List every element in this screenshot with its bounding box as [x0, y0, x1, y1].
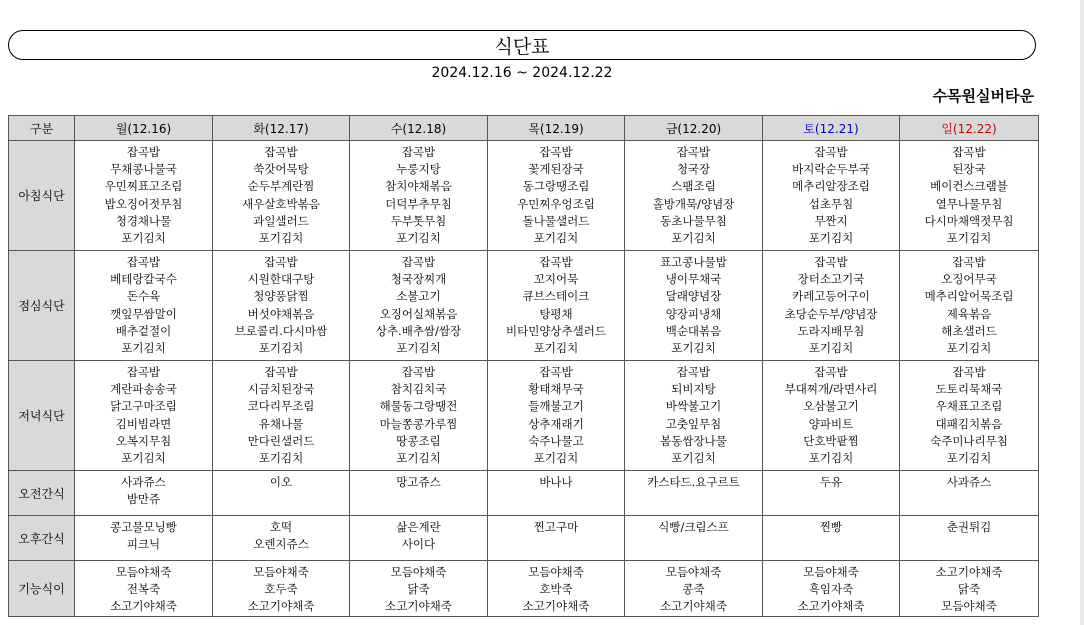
menu-item: 포기김치 [121, 451, 166, 466]
date-range: 2024.12.16 ~ 2024.12.22 [431, 65, 613, 81]
meal-row-label: 오후간식 [9, 516, 75, 561]
menu-cell [625, 516, 763, 561]
menu-item: 잡곡밥 [264, 365, 298, 379]
menu-item: 섭초무침 [808, 196, 854, 211]
menu-item: 청국장찌개 [390, 272, 447, 287]
menu-item: 잡곡밥 [814, 145, 848, 159]
meal-row [9, 141, 1039, 251]
column-header-sun: 일(12.22) [900, 116, 1039, 141]
meal-row-label: 점심식단 [9, 251, 75, 361]
menu-cell [625, 561, 763, 617]
menu-item: 백순대볶음 [665, 323, 722, 338]
menu-body [9, 141, 1039, 617]
menu-item: 콩고물모닝빵 [110, 520, 177, 534]
page-title [8, 30, 1036, 60]
menu-item: 카스타드.요구르트 [647, 475, 740, 489]
menu-item: 포기김치 [808, 341, 854, 356]
menu-item: 잡곡밥 [126, 145, 161, 159]
menu-item: 삶은계란 [396, 520, 441, 534]
menu-item: 포기김치 [671, 451, 716, 466]
menu-item: 포기김치 [533, 231, 579, 246]
menu-item: 메추리알장조림 [792, 179, 870, 194]
menu-item: 과일샐러드 [253, 213, 309, 228]
menu-item: 모듬야채죽 [665, 565, 722, 579]
menu-item: 모듬야채죽 [803, 565, 859, 579]
menu-item: 우채표고조림 [935, 399, 1003, 414]
menu-item: 황태채무국 [528, 382, 584, 397]
menu-item: 잡곡밥 [264, 145, 298, 159]
menu-item: 양장피냉채 [665, 306, 722, 321]
menu-item: 청양풍닭찜 [253, 289, 309, 304]
menu-item: 포기김치 [808, 451, 854, 466]
menu-item: 계란파송송국 [110, 382, 177, 397]
menu-item: 해물동그랑땡전 [379, 399, 458, 414]
menu-item: 베테랑칼국수 [110, 272, 177, 287]
column-header-mon: 월(12.16) [75, 116, 213, 141]
menu-item: 닭죽 [957, 582, 981, 597]
menu-item: 잡곡밥 [952, 255, 986, 269]
menu-item: 포기김치 [121, 341, 166, 356]
menu-item: 포기김치 [396, 341, 441, 356]
menu-item: 꼬지어묵 [533, 272, 579, 287]
column-header-wed: 수(12.18) [350, 116, 488, 141]
menu-item: 돌나물샐러드 [522, 213, 590, 228]
menu-item: 모듬야채죽 [941, 599, 997, 614]
menu-item: 코다리무조림 [247, 399, 315, 414]
column-header-thu: 목(12.19) [488, 116, 625, 141]
menu-cell [75, 361, 213, 471]
menu-cell [900, 516, 1039, 561]
menu-item: 흑임자죽 [808, 582, 854, 597]
menu-item: 밤만쥬 [126, 492, 161, 507]
meal-row-label: 기능식이 [9, 561, 75, 617]
menu-item: 돈수육 [126, 289, 161, 304]
facility-name: 수목원실버타운 [932, 87, 1034, 105]
menu-item: 포기김치 [533, 341, 579, 356]
menu-item: 콩죽 [682, 582, 705, 597]
menu-item: 포기김치 [946, 231, 992, 246]
menu-item: 사과쥬스 [121, 475, 166, 489]
menu-cell [350, 251, 488, 361]
menu-item: 소고기야채죽 [385, 599, 452, 614]
meal-row-label: 저녁식단 [9, 361, 75, 471]
menu-item: 쑥갓어묵탕 [253, 162, 309, 177]
menu-item: 숙주나물고 [528, 433, 584, 448]
menu-item: 잡곡밥 [401, 255, 436, 269]
menu-item: 되비지탕 [671, 382, 716, 397]
menu-cell [763, 561, 900, 617]
header-row [9, 116, 1039, 141]
menu-item: 잡곡밥 [814, 365, 848, 379]
menu-item: 춘권튀김 [946, 520, 992, 534]
menu-item: 베이컨스크램블 [930, 179, 1008, 194]
menu-item: 시원한대구탕 [247, 272, 315, 287]
menu-item: 냉이무채국 [665, 272, 722, 287]
menu-item: 양파비트 [808, 416, 854, 431]
menu-cell [213, 361, 350, 471]
menu-item: 포기김치 [946, 451, 992, 466]
menu-item: 해초샐러드 [941, 323, 997, 338]
menu-cell [350, 561, 488, 617]
menu-item: 유채나물 [258, 416, 304, 431]
menu-item: 식빵/크림스프 [658, 520, 729, 534]
menu-item: 소고기야채죽 [522, 599, 590, 614]
menu-cell [625, 251, 763, 361]
menu-item: 잡곡밥 [401, 145, 436, 159]
menu-item: 참치야채볶음 [385, 179, 452, 194]
menu-item: 시금치된장국 [247, 382, 315, 397]
menu-item: 모듬야채죽 [253, 565, 309, 579]
menu-item: 깻잎무쌈말이 [110, 306, 177, 321]
menu-item: 큐브스테이크 [522, 289, 590, 304]
meal-row [9, 251, 1039, 361]
menu-item: 동그랑땡조림 [522, 179, 590, 194]
column-header-tue: 화(12.17) [213, 116, 350, 141]
menu-cell [625, 141, 763, 251]
menu-item: 사과쥬스 [946, 475, 992, 489]
column-header-sat: 토(12.21) [763, 116, 900, 141]
menu-item: 누룽지탕 [396, 162, 441, 177]
page-title-text: 식단표 [494, 35, 550, 58]
menu-item: 순두부계란찜 [247, 179, 315, 194]
menu-item: 열무나물무침 [935, 196, 1003, 211]
menu-item: 도라지배무침 [797, 323, 865, 338]
column-header-category: 구분 [9, 116, 75, 141]
menu-item: 더덕부추무침 [385, 196, 452, 211]
menu-item: 비타민양상추샐러드 [506, 323, 606, 338]
menu-item: 두유 [819, 475, 843, 489]
menu-item: 브로콜리.다시마쌈 [234, 323, 328, 338]
menu-item: 바나나 [539, 475, 573, 489]
menu-item: 배추겉절이 [115, 323, 172, 338]
menu-cell [75, 516, 213, 561]
menu-cell [900, 251, 1039, 361]
menu-item: 포기김치 [533, 451, 579, 466]
menu-cell [488, 471, 625, 516]
menu-item: 잡곡밥 [814, 255, 848, 269]
menu-item: 오삼불고기 [803, 399, 859, 414]
menu-item: 소고기야채죽 [247, 599, 315, 614]
menu-item: 전복죽 [126, 582, 161, 597]
menu-item: 대패김치볶음 [935, 416, 1003, 431]
menu-item: 고춧잎무침 [665, 416, 722, 431]
menu-item: 표고콩나물밥 [660, 255, 727, 269]
meal-row [9, 516, 1039, 561]
menu-item: 포기김치 [808, 231, 854, 246]
menu-item: 피크닉 [126, 537, 161, 552]
menu-item: 오징어실채볶음 [379, 306, 458, 321]
menu-item: 동초나물무침 [660, 213, 727, 228]
menu-item: 두부톳무침 [390, 213, 447, 228]
menu-item: 상추.배추쌈/쌈장 [375, 323, 462, 338]
menu-item: 잡곡밥 [676, 365, 711, 379]
menu-item: 스팸조림 [671, 179, 716, 194]
menu-item: 우민찌우엉조림 [517, 196, 595, 211]
menu-item: 잡곡밥 [539, 145, 573, 159]
menu-item: 모듬야채죽 [528, 565, 584, 579]
menu-cell [488, 561, 625, 617]
menu-item: 포기김치 [671, 231, 716, 246]
menu-cell [350, 361, 488, 471]
menu-item: 메추리알어묵조림 [924, 289, 1014, 304]
menu-item: 호두죽 [264, 582, 298, 597]
menu-item: 무짠지 [814, 213, 848, 228]
menu-cell [75, 471, 213, 516]
menu-cell [625, 361, 763, 471]
menu-cell [625, 471, 763, 516]
menu-item: 모듬야채죽 [115, 565, 172, 579]
menu-item: 바싹불고기 [665, 399, 722, 414]
menu-cell [350, 471, 488, 516]
menu-item: 초당순두부/양념장 [784, 306, 878, 321]
menu-item: 닭고구마조림 [110, 399, 177, 414]
menu-table [8, 115, 1039, 617]
menu-cell [350, 516, 488, 561]
menu-item: 포기김치 [396, 451, 441, 466]
meal-row-label: 오전간식 [9, 471, 75, 516]
menu-item: 오징어무국 [941, 272, 997, 287]
menu-cell [75, 141, 213, 251]
menu-item: 무채콩나물국 [110, 162, 177, 177]
menu-item: 장터소고기국 [797, 272, 865, 287]
menu-item: 숙주미나리무침 [930, 433, 1008, 448]
menu-cell [763, 251, 900, 361]
menu-item: 찐고구마 [533, 520, 579, 534]
menu-cell [763, 361, 900, 471]
menu-item: 모듬야채죽 [390, 565, 447, 579]
menu-item: 땅콩조림 [396, 433, 441, 448]
column-header-fri: 금(12.20) [625, 116, 763, 141]
menu-item: 홀방개묵/양념장 [652, 196, 735, 211]
menu-item: 만다린샐러드 [247, 433, 315, 448]
menu-item: 부대찌개/라면사리 [784, 382, 878, 397]
menu-item: 봄동쌈장나물 [660, 433, 727, 448]
menu-item: 잡곡밥 [952, 145, 986, 159]
menu-cell [488, 251, 625, 361]
menu-cell [213, 561, 350, 617]
menu-item: 포기김치 [258, 341, 304, 356]
menu-item: 호떡 [269, 520, 293, 534]
menu-item: 우민찌표고조림 [104, 179, 183, 194]
menu-item: 소고기야채죽 [660, 599, 727, 614]
menu-cell [213, 471, 350, 516]
menu-item: 오렌지쥬스 [253, 537, 309, 552]
menu-item: 포기김치 [258, 451, 304, 466]
menu-item: 소고기야채죽 [797, 599, 865, 614]
menu-item: 청경채나물 [115, 213, 172, 228]
menu-item: 마늘쫑콩가루찜 [379, 416, 458, 431]
menu-item: 참치김치국 [390, 382, 447, 397]
menu-item: 카레고등어구이 [792, 289, 870, 304]
menu-item: 바지락순두부국 [792, 162, 870, 177]
menu-cell [763, 516, 900, 561]
meal-row [9, 561, 1039, 617]
menu-item: 새우살호박볶음 [242, 196, 320, 211]
meal-row-label: 아침식단 [9, 141, 75, 251]
menu-cell [488, 361, 625, 471]
menu-item: 포기김치 [258, 231, 304, 246]
menu-item: 포기김치 [396, 231, 441, 246]
meal-row [9, 361, 1039, 471]
menu-cell [213, 251, 350, 361]
menu-cell [75, 561, 213, 617]
menu-item: 들깨불고기 [528, 399, 584, 414]
menu-cell [900, 141, 1039, 251]
menu-item: 잡곡밥 [264, 255, 298, 269]
menu-item: 상추재래기 [528, 416, 584, 431]
menu-cell [900, 471, 1039, 516]
menu-item: 버섯야채볶음 [247, 306, 315, 321]
menu-item: 김비빔라면 [115, 416, 172, 431]
menu-cell [900, 361, 1039, 471]
menu-item: 잡곡밥 [126, 365, 161, 379]
menu-item: 잡곡밥 [539, 255, 573, 269]
menu-item: 찐빵 [819, 520, 843, 534]
menu-item: 잡곡밥 [676, 145, 711, 159]
menu-item: 망고쥬스 [396, 475, 441, 489]
menu-item: 포기김치 [946, 341, 992, 356]
menu-item: 도토리묵채국 [935, 382, 1003, 397]
menu-item: 소고기야채죽 [110, 599, 177, 614]
menu-item: 잡곡밥 [539, 365, 573, 379]
menu-cell [763, 471, 900, 516]
menu-item: 다시마채액젓무침 [924, 213, 1014, 228]
menu-item: 잡곡밥 [952, 365, 986, 379]
menu-item: 제육볶음 [946, 306, 992, 321]
menu-item: 잡곡밥 [401, 365, 436, 379]
menu-item: 오복지무침 [115, 433, 172, 448]
menu-cell [900, 561, 1039, 617]
menu-item: 소고기야채죽 [935, 565, 1003, 579]
menu-cell [213, 141, 350, 251]
menu-item: 잡곡밥 [126, 255, 161, 269]
menu-item: 단호박팥찜 [803, 433, 859, 448]
menu-cell [488, 141, 625, 251]
menu-item: 청국장 [676, 162, 711, 177]
menu-item: 탕평채 [539, 306, 573, 321]
meal-row [9, 471, 1039, 516]
menu-item: 이오 [269, 475, 293, 489]
menu-item: 호박죽 [539, 582, 573, 597]
menu-cell [763, 141, 900, 251]
menu-cell [350, 141, 488, 251]
menu-item: 소불고기 [396, 289, 441, 304]
menu-item: 포기김치 [121, 231, 166, 246]
menu-item: 포기김치 [671, 341, 716, 356]
menu-item: 사이다 [401, 537, 436, 552]
menu-cell [75, 251, 213, 361]
vertical-scrollbar[interactable] [1080, 0, 1084, 625]
menu-item: 밥오징어젓무침 [104, 196, 183, 211]
menu-item: 닭죽 [407, 582, 430, 597]
menu-cell [213, 516, 350, 561]
menu-item: 꽃게된장국 [528, 162, 584, 177]
menu-cell [488, 516, 625, 561]
menu-item: 달래양념장 [665, 289, 722, 304]
menu-item: 된장국 [952, 162, 986, 177]
